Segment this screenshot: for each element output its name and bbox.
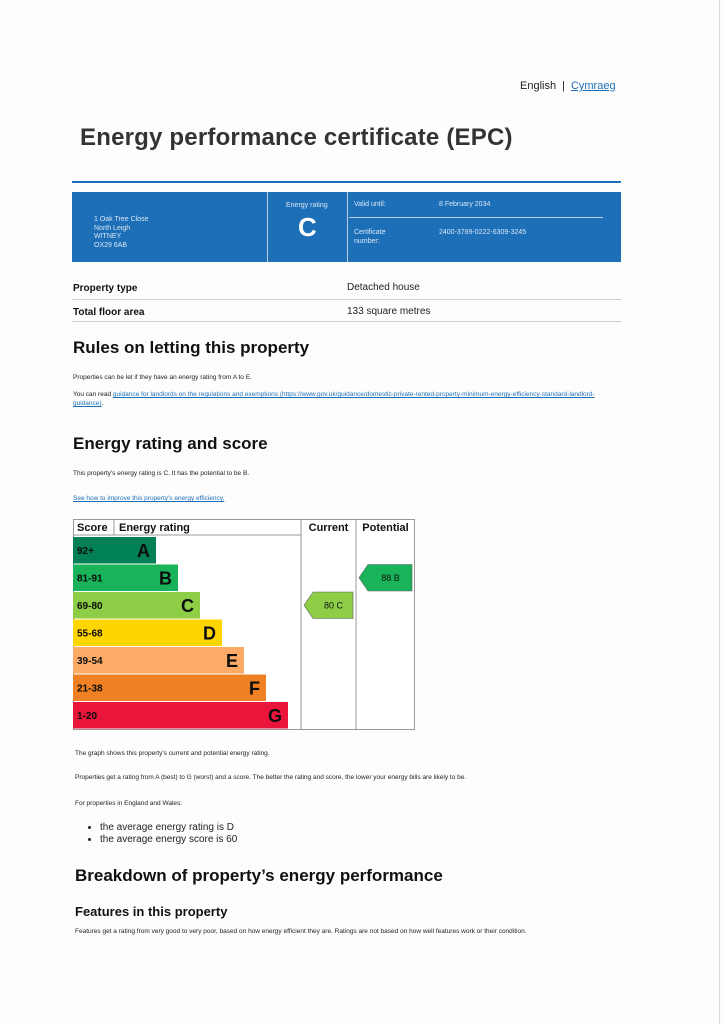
band-letter-label: B: [159, 568, 172, 589]
band-letter-label: G: [267, 705, 282, 726]
address-line: OX29 6AB: [94, 241, 128, 249]
language-switcher: [520, 80, 616, 92]
lang-english: English: [520, 80, 557, 92]
chart-header-score: Score: [77, 522, 108, 534]
averages-list: [86, 822, 237, 845]
banner-rule: [349, 217, 603, 218]
band-letter-label: A: [137, 540, 150, 561]
chart-header-current: Current: [308, 522, 349, 534]
band-letter-label: D: [203, 623, 216, 644]
address-line: North Leigh: [94, 224, 131, 232]
average-rating-item: • the average energy rating is D: [100, 822, 237, 834]
energy-rating-label: Energy rating: [286, 202, 328, 209]
title-rule: [72, 181, 621, 183]
valid-until-label: Valid until:: [354, 201, 386, 208]
energy-rating-chart: [73, 519, 415, 730]
rating-heading: Energy rating and score: [73, 434, 268, 453]
average-score-item: • the average energy score is 60: [100, 834, 237, 846]
band-range-label: 39-54: [77, 655, 103, 667]
england-wales-intro: For properties in England and Wales:: [75, 800, 183, 807]
certificate-number-value: 2400-3789-0222-6309-3245: [439, 229, 527, 236]
chart-header-energy-rating: Energy rating: [119, 522, 190, 534]
breakdown-heading: Breakdown of property’s energy performance: [75, 866, 443, 885]
current-rating-label: 80 C: [323, 600, 344, 611]
energy-rating-chart-svg: [73, 519, 415, 730]
band-range-label: 81-91: [77, 573, 103, 585]
certificate-label-line: number:: [354, 237, 380, 245]
summary-banner: [72, 192, 621, 262]
valid-until-value: 8 February 2034: [439, 201, 491, 208]
address-line: WITNEY: [94, 233, 122, 240]
row-divider: [72, 321, 621, 322]
rating-explanation: Properties get a rating from A (best) to G (worst) and a score. The better the rating and score, the lower your energy bills are likely to be.: [75, 774, 467, 781]
page-title: Energy performance certificate (EPC): [80, 124, 513, 151]
band-bar-f: [114, 675, 266, 702]
lang-welsh-link[interactable]: Cymraeg: [570, 80, 616, 92]
address-line: 1 Oak Tree Close: [94, 216, 149, 223]
letting-heading: Rules on letting this property: [73, 338, 310, 357]
improve-efficiency-link[interactable]: See how to improve this property's energy efficiency.: [73, 495, 225, 502]
page-edge: [719, 0, 720, 1024]
potential-rating-label: 88 B: [381, 572, 400, 583]
letting-guidance-paragraph: [73, 390, 621, 408]
band-letter-label: F: [249, 678, 260, 699]
property-type-value: Detached house: [347, 282, 420, 293]
band-range-label: 69-80: [77, 600, 103, 612]
certificate-label-line: Certificate: [354, 229, 386, 236]
features-paragraph: Features get a rating from very good to very poor, based on how energy efficient they are. Ratings are not based on how well features work or their condition.: [75, 928, 527, 935]
property-type-label: Property type: [73, 283, 138, 294]
banner-divider: [267, 192, 268, 262]
floor-area-value: 133 square metres: [347, 306, 431, 317]
band-letter-label: E: [225, 650, 238, 671]
band-range-label: 92+: [77, 545, 94, 557]
features-subheading: Features in this property: [75, 904, 228, 919]
guidance-prefix: You can read: [73, 391, 113, 398]
band-bar-e: [114, 647, 244, 674]
letting-paragraph: Properties can be let if they have an energy rating from A to E.: [73, 374, 252, 381]
floor-area-label: Total floor area: [73, 307, 145, 318]
rating-paragraph: This property's energy rating is C. It has the potential to be B.: [73, 470, 250, 477]
banner-divider: [347, 192, 348, 262]
graph-caption: The graph shows this property's current and potential energy rating.: [75, 750, 270, 757]
band-range-label: 1-20: [77, 710, 98, 722]
row-divider: [72, 299, 621, 300]
landlord-guidance-link[interactable]: guidance for landlords on the regulations and exemptions (https://www.gov.uk/guidance/domestic-private-rented-property-minimum-energy-efficiency-standard-landlord-guidance): [73, 391, 595, 407]
band-letter-label: C: [181, 595, 194, 616]
address-block: [94, 216, 148, 250]
band-range-label: 21-38: [77, 683, 103, 695]
chart-header-potential: Potential: [362, 522, 409, 534]
certificate-number-label: [354, 229, 386, 246]
band-range-label: 55-68: [77, 628, 103, 640]
energy-rating-letter: C: [298, 212, 317, 242]
lang-separator: |: [562, 80, 565, 92]
band-bar-g: [114, 702, 288, 729]
guidance-suffix: .: [101, 400, 104, 407]
